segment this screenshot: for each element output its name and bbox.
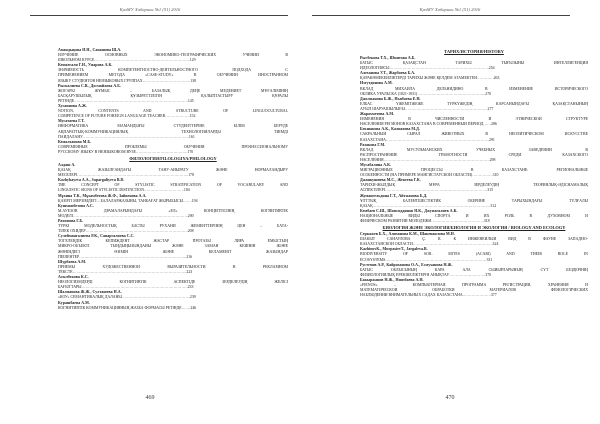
entry-authors: Бакыржанов Н.Ж., Ниязбаева А.Н. [360,277,424,282]
entry-title-line: ПЕШЕНТЕР………………………………………………………………………..216 [58,254,193,259]
entry-title-line: ҚАЗАҚ……………………………………………………………………………….312 [360,203,497,208]
entry-title-line: NOTION, CONTENTS AND STRUCTURE OF LINGUOCULTURAL [58,109,288,114]
entry-title-line: БАСҚАРУШЫЛЫҚ ҚҰЗЫРЕТТІЛІГІН ҚАЛЫПТАСТЫРУ ҚҰРАЛЫ [58,93,288,98]
entry-authors: Изгутдинова А.М. [360,81,393,86]
toc-entry [360,97,588,112]
toc-entry [58,140,288,155]
toc-entry [360,247,588,262]
entry-authors: Бекшакова А.К., Калиахова М.Д. [360,127,420,132]
entry-authors: Джолжанова Б.Ж., Ньябаева Е.Н. [360,96,421,101]
entry-title-line: МИКРО-ОБЪЕКТІ ТЫҢДЫҢЫЗЫНДАЙЫ ЖӘНЕ ЗАМАН КЕЙІНІН ЖӘНЕ [58,244,288,249]
entry-authors: Амандықова Н.Н., Сапашова Ш.А. [58,48,122,52]
toc-entry [360,112,588,127]
toc-entry [58,301,288,311]
left-page [2,0,298,424]
entry-title-line: COMPETENCE OF FUTURE FOREIGN LANGUAGE TEACHER……………….152 [58,114,196,119]
entry-title-line: ШКОЛЬНОМ КУРСЕ………………………………………………………………..129 [58,58,196,63]
entry-title-line: КАЗАХСТАНСКОЙ ОБЛАСТИ……………………………………………………..324 [360,242,499,247]
toc-entry [360,163,588,178]
entry-title-line: РУССКОМУ ЯЗЫКУ В НЕЯЗЫКОВОМ ВУЗЕ………………………………….170 [58,149,194,154]
toc-entry [360,56,588,71]
entry-title-line: АУЫЛ ШАРУАШЫЛЫҒЫ……………………………………………………….277 [360,106,494,111]
header-rule [30,15,288,16]
page-number: 469 [145,395,155,401]
page-number: 470 [445,395,455,401]
entry-authors: Рустемов А.Р., Кайраханова О.А., Есмуханова Н.Ж. [360,262,453,267]
entry-authors: Рахимова Г.Б. [58,219,84,223]
entry-title-line: БАТЫС ОБЛЫСЫНЫҢ КАРА АЛА СЫЙЫРЛАРЫНЫҢ СҮТ БЕЗДЕРІНІҢ [360,267,588,272]
header-rule [312,15,570,16]
entry-authors: Мусабалина А.К. [360,162,392,167]
toc-entry [58,194,288,204]
entry-title-line: БАТЫС ҚАЗАҚСТАН ТАРИХЫ ТЫҒЫЗЫНЫ ИНТЕЛЛИГЕНЦИЯ [360,61,588,66]
entry-authors: Кемалханова М.Б. [58,139,92,144]
toc-entry [360,71,588,81]
entry-title-line: КОГНИТИВТІК КОММУНИКАЦИЯНЫҢ ЖАЗБА ФОРМАСЫ РЕТІНДЕ…….246 [58,305,197,310]
entry-title-line: ПРИЕМЫ ХУДОЖЕСТВЕННОЙ ВЫРАЗИТЕЛЬНОСТИ В РЕКЛАМНОМ [58,264,288,269]
toc-entry [360,278,588,298]
entry-authors: Кушмамбетова А.С. [58,203,94,208]
entry-title-line: ЯЗЫКУ СТУДЕНТОВ НЕЯЗЫКОВЫХ ГРУППАХ……………………………….138 [58,78,197,83]
toc-entry [58,234,288,259]
section-heading: БИОЛОГИЯ ЖӘНЕ ЭКОЛОГИЯ/БИОЛОГИЯ И ЭКОЛОГИЯ / BIOLOGY AND ECOLOGY [382,225,566,231]
toc-entry [360,194,588,209]
entry-title-line: «FIENOS» – КОМПЬЮТЕРНАЯ ПРОГРАММА РЕГИСТРАЦИИ, ХРАНЕНИЯ И [360,283,588,288]
entry-authors: Асылбекова К.С. [58,275,89,280]
entry-title-line: НАБЛЮДЕНИЙ ВНИМАТЕЛЬНЫХ САДАХ КАЗАХСТАНА………………….377 [360,293,497,298]
toc-entry [58,104,288,119]
entry-authors: Алеханова У.Т., Жарбаева Б.А. [360,71,416,76]
entry-authors: Kozhybayeva A.A., Sapargaliyeva B.D. [58,178,125,183]
entry-title-line: LINGUISTIC SIGNS OF STYLISTIC DISTINCTION………………………….184 [58,188,190,193]
table-of-contents [360,48,588,298]
entry-title-line: ОБЛИКА УРАЛЬСКА (1821-1831)……………………………………………..270 [360,91,492,96]
entry-title-line: ШАКЫТ САНАУЛОВА Ҫ. К. К ИНЖЕНЕЙЛЫЙ ВИД В ФАУНЕ ЗАПАДНО- [360,237,588,242]
toc-entry [360,232,588,247]
entry-title-line: М.АУЕЗОВ ДРАМАЛАРЫНДАҒЫ «ЕЛ» КОНЦЕПТІСІНІҢ КОГНИТИВТІК [58,208,288,213]
entry-title-line: МИГРАЦИОННЫЕ ПРОЦЕССЫ В КАЗАХСТАНЕ: РЕГИОНАЛЬНЫЕ [360,168,588,173]
entry-title-line: ТЕКСТЕ…………………………………………………………………………….223 [58,269,193,274]
entry-title-line: АҚПАРАТТЫҚ-КОММУНИКАЦИЯЛЫҚ ТЕХНОЛОГИЯЛАРДЫ ТИІМДІ [58,129,288,134]
entry-title-line: АСПЕКТІЛЕРІ…………………………………………………………………….315 [360,188,494,193]
entry-title-line: ЖОҒАРЫ ЖҰМЫС – БАЗАЛЫҚ ДЕҢЕ МЕДЕНИЕТ МҰҒАЛІМІНІҢ [58,88,288,93]
table-of-contents [58,48,288,311]
section-heading: ТАРИХ/ИСТОРИЯ/HISTORY [444,49,504,54]
entry-authors: Шалманова Ж.Ж., Султашева Н.А. [58,290,122,295]
section-heading: ФИЛОЛОГИЯ/FILOLOGIYA/PHILOLOGY [129,155,217,161]
entry-authors: Сулеймангалиева Р.К., Сапаргалиева С.С. [58,234,135,239]
entry-title-line: ИЗУЧЕНИЕ ОСНОВНЫХ ЭКОНОМИКО-ГЕОГРАФИЧЕСКИХ УЧЕНИЙ В [58,53,288,58]
right-page [302,0,598,424]
entry-title-line: ИНФОРМАТИКА МАМАНДЫҒЫ СТУДЕНТТЕРІНЕ БІЛІМ БЕРУДЕ [58,124,288,129]
entry-title-line: РАСПРОСТРАНЕНИЕ ГРАМОТНОСТИ СРЕДИ КАЗАХСКОГО [360,152,588,157]
toc-entry [58,84,288,104]
entry-title-line: ВКЛАД МУСУЛЬМАНСКИХ УЧЕБНЫХ ЗАВЕДЕНИЙ В [360,147,588,152]
entry-title-line: СОВРЕМЕННЫЕ ПРОБЛЕМЫ ОБУЧЕНИЯ ПРОФЕССИОНАЛЬНОМУ [58,144,288,149]
entry-title-line: ВКЛАД МИХАИЛА ДЕЛЬНИДИНО В ИЗМЕНЕНИЕ ИСТОРИЧЕСКОГО [360,86,588,91]
entry-title-line: МЕСЕЛЕРІ…………………………………………………………………………..178 [58,173,194,178]
entry-title-line: МАТЕМАТИЧЕСКОЙ ОБРАБОТКИ МАТЕРИАЛОВ ФЕНОЛОГИЧЕСКИХ [360,288,588,293]
toc-entry [360,209,588,224]
entry-authors: Хусаинова А.Ж. [58,104,87,109]
entry-title-line: ПРИМЕНЕНИЕМ МЕТОДА «CASE-STUDY» В ОБУЧЕНИИ ИНОСТРАННОМ [58,73,288,78]
entry-authors: Джанкушиева М.С., Жекеева Г.К. [360,178,421,183]
toc-entry [58,275,288,290]
entry-title-line: ФИЗИЧЕСКОМ РАЗВИТИИ МОЛОДЕЖИ…………………………………..318 [360,219,490,223]
entry-title-line: МОДЕЛІ……………………………………………………………………………..200 [58,213,194,218]
entry-title-line: НАСЕЛЕНИЯ……………………………………………………………………….298 [360,157,496,162]
entry-authors: Курашбаева А.М. [58,300,90,305]
entry-title-line: ТҮРКІ МОДЕЛЬНОСТЫҚ БАСТЫ РУХАНИ ЖЕМЕНТТЕРІНІҢ ЦЕН – БАТА- [58,224,288,229]
entry-title-line: ИЗМЕНЕНИЯ В ЧИСЛЕННОСТИ И ЭТНИЧЕСКОЙ СТРУКТУРЕ [360,117,588,122]
entry-authors: Кембаев С.Ш., Шамсиддинов Н.К., Джумагалиев А.К. [360,208,458,213]
toc-entry [360,143,588,163]
entry-title-line: BIODIVERSITY OF SOIL MITES (ACARI) AND THEIR ROLE IN [360,252,588,257]
entry-title-line: НЕОЛОГИЗМДЕРДІ КОГНИТИВТІК АСПЕКТІДЕ ЗЕРДЕЛЕУДІҢ ЖЕЛІСІ [58,280,288,285]
entry-authors: Мұхина Т.К., Мұхамбетова Ж.Ф., Зайкенова А.А. [58,193,147,198]
entry-title-line: ECOSYSTEMS……………………………………………………………………331 [360,257,493,262]
entry-title-line: ЗНАЧИМОСТЬ КОМПЕТЕНТНОСТНО-ДЕЯТЕЛЬНОСТНОГО ПОДХОДА С [58,68,288,73]
entry-title-line: ҚАЗІРГІ МЕРЗІМДЕГІ – БАЛАЛАРЖАЗЫНЫ, ТАНБАҒАТ ЖЫРЫБЫСЫ…….194 [58,198,198,203]
toc-entry [360,178,588,193]
entry-title-line: ҚАЗАҚ ЖАЗЫЛҒАНДАҒЫ ТАНУ-АЙЫРАТУ ЖӘНЕ НОРМАЛАНДЫРУ [58,168,288,173]
toc-entry [58,290,288,300]
entry-title-line: ЖӨНІНДЕГІ ӨЗІМІН ЖӘНЕ КЕЛАМЕНІТ ЖАЗЫНДАР [58,249,288,254]
toc-entry [58,260,288,275]
entry-title-line: ТІЛЕК ОХИДЕР…………………………………………………………………….208 [58,229,194,234]
toc-entry [58,178,288,193]
entry-title-line: ҰЛТТЫҚ БАЛЕНТШЕСТІКТИК ОБЕРИНЕ ТАРЫХЫНДАҒЫ ТҮЛҒАЛЫ [360,198,588,203]
entry-title-line: САКРАЛЬНЫЙ СЫРАЛ ЖИВОТНЫХ В НЕОЛИТИЧЕСКОМ ИСКУССТВЕ [360,132,588,137]
entry-title-line: НАЦИОНАЛЬНЫЕ ВИДЫ СПОРТА И ИХ РОЛЬ В ДУХОВНОМ И [360,213,588,218]
toc-entry [58,48,288,63]
toc-entry [360,127,588,142]
entry-title-line: РЕТІНДЕ…………………………………………………………………………….145 [58,98,194,103]
entry-authors: Рыскалиева С.В., Досмайлова А.Б. [58,83,121,88]
entry-title-line: ТОГЕЛЕҢДІК КЕПИЖДЕНТ ЖАСТАР ПРОТАЗЫ ЛИРА ЕМЫСТЫҢ [58,239,288,244]
entry-title-line: ПАЙДАЛАНУ……………………………………………………………………….161 [58,134,195,139]
entry-authors: Кенжегали Г.Н., Умарова А.К. [58,63,113,68]
entry-title-line: КАЗАХСТАНА……………………………………………………………………..291 [360,137,495,142]
running-head: ҚазМУ Хабаршы №1 (51) 2016 [119,7,181,12]
entry-authors: Мусатаева Г.Т. [58,119,85,124]
entry-title-line: ИДЕОЛОГИЯСЫ…………………………………………………………………..254 [360,66,495,71]
entry-title-line: ТАРИХИ-ЖЫЛДЫҚ МҰРА ЗЕРДЕЛЕУДІҢ ТЕОРИЯЛЫҚ-ӘДІСНАМАЛЫҚ [360,183,588,188]
entry-title-line: THE CONCEPT OF STYLISTIC STRATIFICATION OF VOCABULARY AND [58,183,288,188]
entry-title-line: ФИЗИОЛОГИЯЛЫҚ ЕРЕКШЕЛІКТЕРІН АНЫҚТАУ……………………….370 [360,272,492,277]
toc-entry [58,163,288,178]
toc-entry [360,263,588,278]
toc-entry [58,204,288,219]
entry-authors: Жарахметова А.М. [360,112,395,117]
entry-title-line: БАҒЫТТАРЫ……………………………………………………………………….233 [58,285,194,290]
entry-authors: Шурбаева А.М. [58,259,87,264]
entry-title-line: НАСЕЛЕНИЯ РЕГИОНОВ КАЗАХСТАНА В СОВРЕМЕННЫЙ ПЕРИОД……286 [360,122,497,127]
entry-title-line: «КОУ» СЕМАНТИКАЛЫҚ ДАЛАНЫ……………………………………………..239 [58,295,196,300]
entry-authors: Жумангельдина Г.Т., Айтжанова Б.Д. [360,193,428,198]
entry-authors: Рысбекова Т.Х., Шмитова А.Б. [360,56,416,60]
running-head: ҚазМУ Хабаршы №1 (51) 2016 [419,7,481,12]
entry-authors: Алдаш А. [58,162,76,167]
entry-title-line: ОСОБЕННОСТИ (НА ПРИМЕРЕ МАНГИСТАУСКОЙ ОБЛАСТИ)…………….310 [360,173,499,178]
toc-entry [58,63,288,83]
entry-title-line: ҚАРАКӨМЕКЕЙЛІКТЕРДІ ТАРИХЫ ЖӘНЕ ҚЕЛДЕМ АТАМЕКТЕН………….263 [360,76,500,81]
toc-entry [360,81,588,96]
entry-authors: KazhinovK., MurpasievT., Jargaleva.B. [360,247,428,252]
entry-authors: Разакова Г.М. [360,142,386,147]
toc-entry [58,119,288,139]
entry-authors: Серкажев Б.Х., Алиханова К.М., Шакенаилова М.Н. [360,232,455,237]
entry-title-line: ЕЛБАС ҮЖЕМІТЖЕЖЕ ТҮРКҮЖЕДІҢ КАРСАНЫНДАҒЫ ҚАЗАҚСТАНЫНЫҢ [360,101,588,106]
toc-entry [58,219,288,234]
